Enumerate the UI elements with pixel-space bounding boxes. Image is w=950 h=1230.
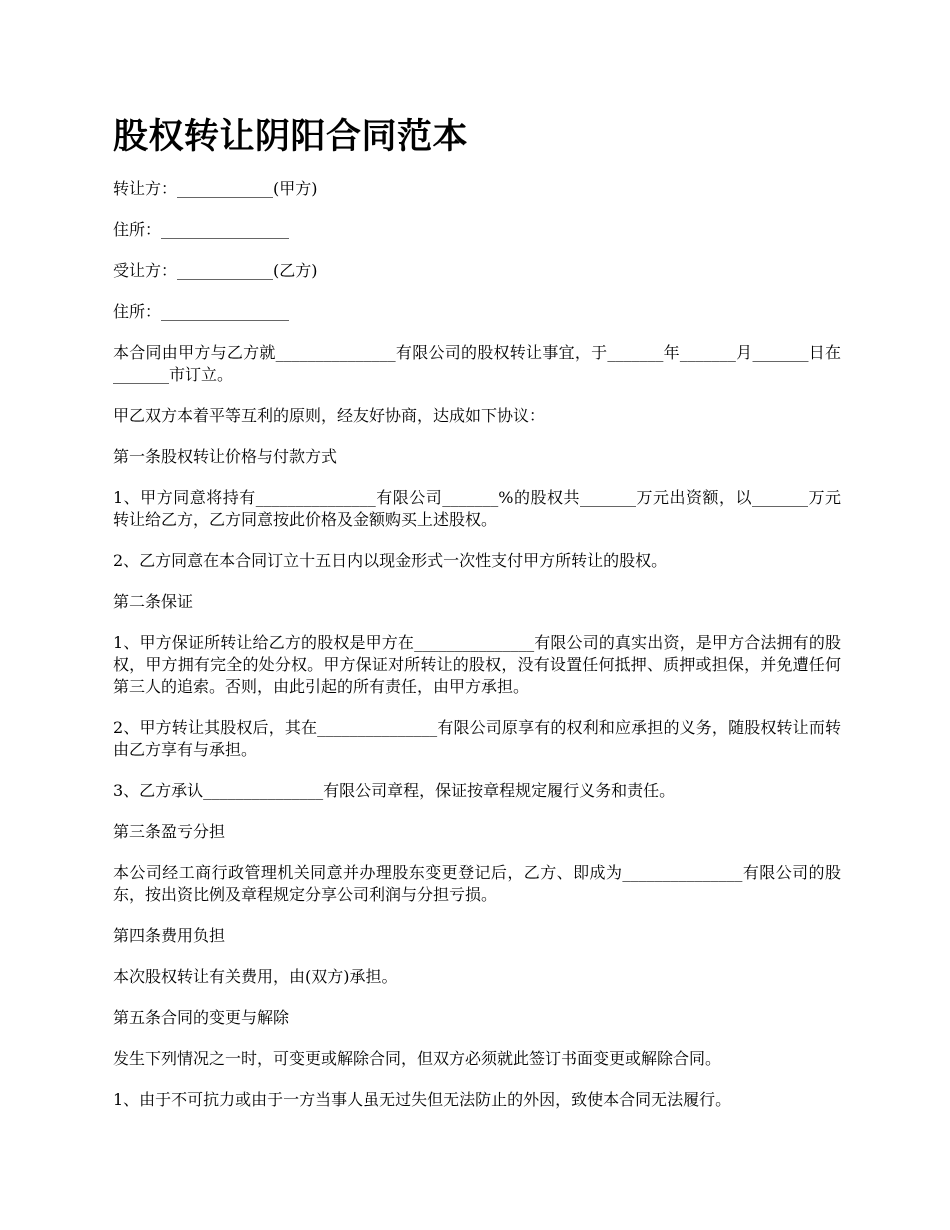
article-4-clause: 本次股权转让有关费用，由(双方)承担。 — [113, 967, 398, 986]
document-body — [113, 178, 841, 1130]
article-2-clause-1: 1、甲方保证所转让给乙方的股权是甲方在_______________有限公司的真实出资，是甲方合法拥有的股权，甲方拥有完全的处分权。甲方保证对所转让的股权，没有设置任何抵押、质押或担保，并免遭任何第三人的追索。否则，由此引起的所有责任，由甲方承担。 — [113, 633, 841, 696]
article-5-intro: 发生下列情况之一时，可变更或解除合同，但双方必须就此签订书面变更或解除合同。 — [113, 1049, 722, 1068]
article-1-clause-1: 1、甲方同意将持有_______________有限公司_______%的股权共_______万元出资额，以_______万元转让给乙方，乙方同意按此价格及金额购买上述股权。 — [113, 488, 841, 529]
transferee-line: 受让方：____________(乙方) — [113, 261, 318, 280]
article-5-clause-1: 1、由于不可抗力或由于一方当事人虽无过失但无法防止的外因，致使本合同无法履行。 — [113, 1090, 732, 1109]
contract-intro-paragraph: 本合同由甲方与乙方就_______________有限公司的股权转让事宜，于_______年_______月_______日在_______市订立。 — [113, 343, 841, 384]
article-1-clause-2: 2、乙方同意在本合同订立十五日内以现金形式一次性支付甲方所转让的股权。 — [113, 551, 668, 570]
agreement-intro-paragraph: 甲乙双方本着平等互利的原则，经友好协商，达成如下协议： — [113, 406, 546, 425]
article-3-clause: 本公司经工商行政管理机关同意并办理股东变更登记后，乙方、即成为_______________有限公司的股东，按出资比例及章程规定分享公司利润与分担亏损。 — [113, 863, 841, 904]
article-2-clause-2: 2、甲方转让其股权后，其在_______________有限公司原享有的权利和应承担的义务，随股权转让而转由乙方享有与承担。 — [113, 718, 841, 759]
article-2-clause-3: 3、乙方承认_______________有限公司章程，保证按章程规定履行义务和责任。 — [113, 781, 676, 800]
article-1-heading: 第一条股权转让价格与付款方式 — [113, 447, 338, 466]
article-2-heading: 第二条保证 — [113, 592, 194, 611]
transferor-address-line: 住所：________________ — [113, 220, 290, 239]
article-4-heading: 第四条费用负担 — [113, 926, 226, 945]
article-3-heading: 第三条盈亏分担 — [113, 822, 226, 841]
article-5-heading: 第五条合同的变更与解除 — [113, 1008, 290, 1027]
transferor-line: 转让方：____________(甲方) — [113, 179, 318, 198]
document-title: 股权转让阴阳合同范本 — [113, 116, 469, 157]
transferee-address-line: 住所：________________ — [113, 302, 290, 321]
